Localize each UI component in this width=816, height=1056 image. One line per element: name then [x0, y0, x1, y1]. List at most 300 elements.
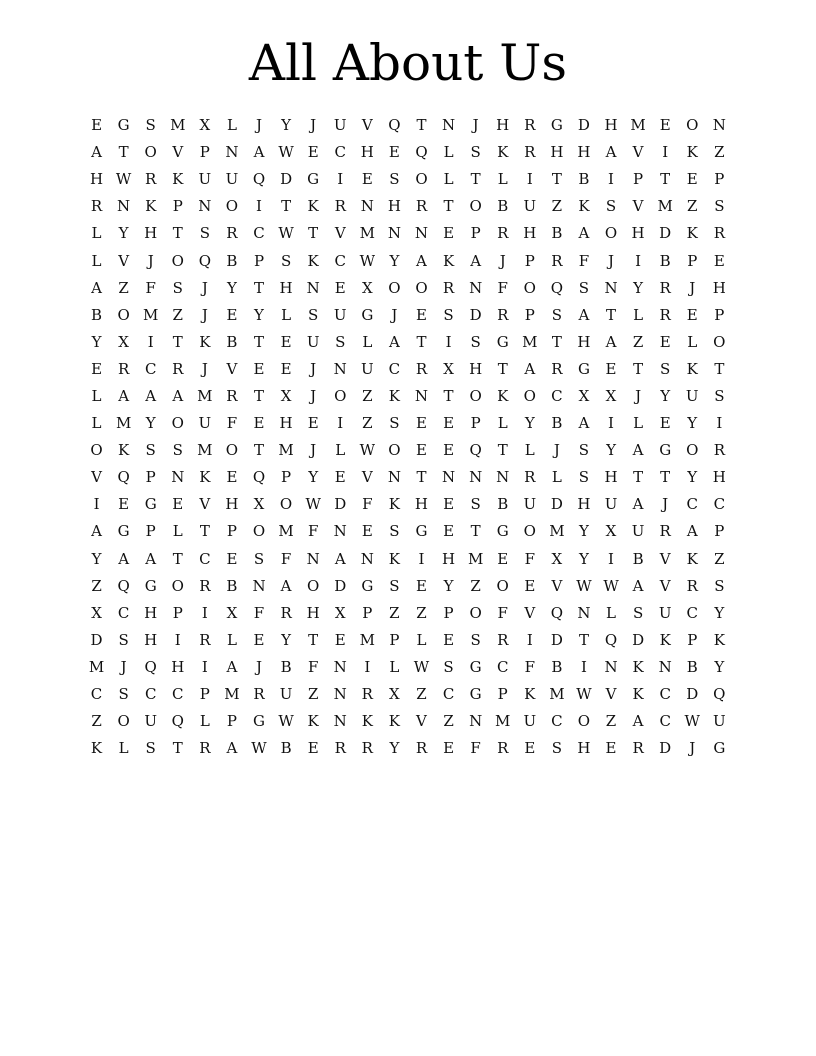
grid-letter: W: [359, 441, 376, 460]
grid-letter: Y: [714, 603, 725, 622]
grid-letter: D: [632, 630, 645, 649]
grid-letter: K: [307, 197, 319, 216]
grid-row: [83, 708, 733, 735]
grid-letter: G: [253, 712, 265, 731]
grid-letter: P: [226, 522, 237, 541]
grid-letter: V: [91, 468, 102, 487]
grid-letter: R: [145, 170, 157, 189]
grid-letter: S: [714, 197, 725, 216]
grid-letter: X: [551, 549, 563, 568]
grid-letter: G: [144, 495, 157, 514]
grid-letter: C: [686, 603, 698, 622]
grid-letter: F: [497, 278, 508, 297]
grid-letter: V: [334, 224, 346, 243]
grid-letter: L: [633, 305, 644, 324]
grid-letter: X: [118, 332, 129, 351]
grid-row: [83, 437, 733, 464]
grid-letter: Y: [226, 278, 237, 297]
grid-letter: O: [469, 197, 482, 216]
grid-letter: N: [360, 197, 374, 216]
grid-letter: O: [469, 603, 482, 622]
grid-letter: H: [144, 603, 158, 622]
grid-letter: A: [632, 441, 644, 460]
grid-letter: T: [281, 197, 292, 216]
grid-letter: U: [279, 685, 293, 704]
grid-letter: P: [443, 603, 454, 622]
grid-letter: V: [118, 251, 130, 270]
grid-letter: Q: [198, 251, 211, 270]
grid-letter: C: [199, 549, 211, 568]
grid-letter: G: [307, 170, 320, 189]
grid-letter: E: [334, 278, 346, 297]
grid-letter: M: [115, 414, 132, 433]
grid-letter: D: [90, 630, 103, 649]
grid-letter: N: [469, 278, 483, 297]
grid-letter: N: [117, 197, 131, 216]
grid-letter: E: [334, 468, 346, 487]
grid-letter: H: [89, 170, 104, 189]
grid-letter: R: [226, 386, 238, 405]
grid-letter: Q: [713, 685, 726, 704]
grid-letter: S: [551, 305, 562, 324]
grid-letter: N: [414, 386, 429, 405]
grid-letter: O: [225, 441, 239, 460]
grid-letter: A: [145, 549, 157, 568]
grid-letter: J: [553, 441, 560, 460]
grid-letter: T: [254, 278, 265, 297]
grid-letter: P: [226, 712, 237, 731]
grid-letter: M: [278, 441, 294, 460]
grid-letter: U: [523, 495, 537, 514]
grid-letter: K: [199, 468, 211, 487]
page-title: All About Us: [248, 34, 568, 92]
grid-letter: K: [686, 359, 698, 378]
grid-letter: J: [608, 251, 615, 270]
grid-letter: L: [389, 657, 400, 676]
word-search-grid: [83, 112, 733, 762]
grid-letter: Y: [281, 116, 292, 135]
grid-letter: R: [524, 468, 536, 487]
grid-letter: H: [577, 143, 591, 162]
grid-letter: V: [361, 116, 373, 135]
grid-letter: L: [118, 739, 129, 758]
grid-letter: A: [91, 522, 102, 541]
grid-letter: A: [470, 251, 482, 270]
grid-letter: D: [469, 305, 482, 324]
grid-letter: Z: [362, 386, 373, 405]
grid-letter: P: [145, 468, 156, 487]
grid-letter: Q: [144, 657, 157, 676]
grid-letter: I: [716, 414, 723, 433]
grid-letter: M: [170, 116, 186, 135]
grid-letter: H: [523, 224, 537, 243]
grid-letter: E: [307, 739, 319, 758]
grid-row: [83, 573, 733, 600]
grid-letter: R: [199, 630, 211, 649]
grid-letter: H: [279, 278, 293, 297]
grid-letter: C: [686, 495, 698, 514]
grid-letter: H: [171, 657, 185, 676]
grid-letter: M: [278, 522, 294, 541]
grid-letter: J: [120, 657, 127, 676]
grid-letter: T: [254, 386, 265, 405]
grid-letter: O: [307, 576, 320, 595]
grid-letter: W: [305, 495, 321, 514]
grid-letter: P: [497, 685, 508, 704]
grid-letter: E: [686, 305, 698, 324]
grid-letter: E: [605, 739, 617, 758]
grid-letter: M: [88, 657, 105, 676]
grid-letter: V: [659, 576, 671, 595]
grid-letter: B: [497, 495, 509, 514]
grid-letter: T: [416, 468, 427, 487]
grid-letter: M: [630, 116, 646, 135]
grid-letter: X: [443, 359, 454, 378]
grid-letter: R: [497, 739, 509, 758]
grid-letter: P: [172, 603, 183, 622]
grid-letter: E: [524, 576, 536, 595]
grid-letter: P: [145, 522, 156, 541]
grid-letter: K: [388, 712, 400, 731]
grid-letter: M: [143, 305, 159, 324]
grid-letter: M: [224, 685, 240, 704]
grid-letter: A: [605, 143, 617, 162]
grid-letter: S: [578, 278, 590, 297]
grid-letter: T: [172, 332, 183, 351]
grid-letter: S: [389, 576, 400, 595]
grid-letter: A: [91, 143, 102, 162]
grid-letter: F: [280, 549, 292, 568]
grid-letter: X: [280, 386, 292, 405]
grid-letter: I: [337, 170, 344, 189]
grid-letter: N: [198, 197, 212, 216]
grid-row: [83, 329, 733, 356]
grid-letter: W: [278, 224, 294, 243]
grid-letter: K: [686, 143, 698, 162]
grid-letter: B: [280, 739, 292, 758]
grid-letter: C: [144, 359, 157, 378]
grid-letter: S: [145, 739, 156, 758]
grid-letter: I: [526, 170, 533, 189]
grid-letter: T: [416, 116, 427, 135]
grid-letter: E: [659, 116, 671, 135]
grid-letter: E: [416, 414, 427, 433]
grid-letter: A: [280, 576, 292, 595]
grid-letter: L: [91, 224, 102, 243]
grid-letter: M: [549, 522, 565, 541]
grid-letter: Z: [362, 414, 373, 433]
grid-letter: W: [413, 657, 430, 676]
grid-letter: Q: [469, 441, 482, 460]
grid-letter: O: [713, 332, 726, 351]
grid-letter: E: [686, 170, 698, 189]
grid-letter: H: [577, 332, 591, 351]
grid-letter: U: [360, 359, 374, 378]
grid-letter: F: [362, 495, 373, 514]
grid-letter: N: [441, 116, 456, 135]
grid-letter: K: [307, 712, 319, 731]
grid-letter: P: [470, 224, 481, 243]
grid-letter: L: [524, 441, 535, 460]
grid-letter: T: [172, 739, 183, 758]
grid-letter: R: [713, 441, 725, 460]
grid-letter: H: [360, 143, 374, 162]
grid-letter: G: [659, 441, 672, 460]
grid-letter: A: [632, 576, 644, 595]
grid-letter: G: [496, 332, 509, 351]
grid-letter: X: [253, 495, 265, 514]
grid-letter: U: [685, 386, 699, 405]
grid-letter: T: [172, 549, 183, 568]
grid-letter: I: [201, 657, 208, 676]
grid-letter: Z: [714, 143, 725, 162]
grid-letter: P: [524, 305, 535, 324]
grid-letter: E: [524, 739, 536, 758]
grid-letter: Y: [443, 576, 454, 595]
grid-letter: L: [281, 305, 292, 324]
grid-letter: F: [253, 603, 265, 622]
grid-letter: A: [172, 386, 184, 405]
grid-letter: G: [117, 116, 130, 135]
grid-letter: E: [416, 441, 427, 460]
grid-letter: N: [441, 468, 456, 487]
grid-letter: Y: [254, 305, 264, 324]
grid-letter: U: [523, 712, 537, 731]
grid-letter: E: [416, 576, 427, 595]
grid-letter: S: [605, 197, 617, 216]
grid-letter: H: [414, 495, 429, 514]
grid-letter: Z: [91, 712, 102, 731]
grid-row: [83, 627, 733, 654]
grid-letter: C: [117, 603, 130, 622]
grid-letter: W: [359, 251, 376, 270]
grid-letter: L: [362, 332, 373, 351]
grid-letter: T: [497, 359, 508, 378]
grid-letter: P: [714, 522, 725, 541]
grid-letter: J: [310, 386, 317, 405]
grid-letter: T: [551, 170, 562, 189]
grid-letter: L: [443, 143, 454, 162]
grid-letter: E: [361, 170, 373, 189]
grid-letter: C: [388, 359, 401, 378]
grid-letter: K: [361, 712, 373, 731]
grid-letter: E: [172, 495, 184, 514]
grid-letter: R: [713, 224, 725, 243]
grid-letter: E: [280, 359, 292, 378]
grid-letter: O: [388, 278, 401, 297]
grid-letter: T: [470, 170, 481, 189]
grid-letter: Y: [118, 224, 129, 243]
grid-letter: O: [415, 170, 428, 189]
grid-letter: A: [226, 657, 238, 676]
grid-letter: O: [252, 522, 266, 541]
grid-letter: E: [361, 522, 373, 541]
grid-letter: U: [333, 305, 347, 324]
grid-letter: C: [144, 685, 157, 704]
grid-letter: Y: [145, 414, 156, 433]
grid-letter: E: [443, 224, 455, 243]
grid-letter: S: [335, 332, 346, 351]
grid-letter: L: [551, 468, 562, 487]
grid-letter: Q: [252, 170, 266, 189]
grid-letter: H: [225, 495, 239, 514]
grid-row: [83, 383, 733, 410]
grid-letter: Q: [388, 116, 401, 135]
grid-letter: I: [418, 549, 425, 568]
grid-letter: K: [442, 251, 455, 270]
grid-letter: M: [657, 197, 673, 216]
grid-letter: O: [523, 278, 536, 297]
grid-letter: S: [172, 278, 183, 297]
grid-letter: K: [118, 441, 130, 460]
grid-letter: E: [307, 143, 319, 162]
grid-letter: K: [388, 549, 400, 568]
grid-letter: X: [578, 386, 590, 405]
grid-letter: K: [307, 251, 319, 270]
grid-letter: R: [497, 630, 509, 649]
grid-letter: A: [416, 251, 427, 270]
grid-letter: A: [145, 386, 157, 405]
grid-letter: U: [658, 603, 672, 622]
grid-letter: N: [333, 685, 347, 704]
grid-letter: R: [334, 197, 346, 216]
grid-letter: W: [576, 576, 592, 595]
grid-letter: V: [632, 197, 644, 216]
grid-row: [83, 275, 733, 302]
grid-letter: X: [226, 603, 238, 622]
grid-letter: N: [469, 712, 483, 731]
grid-letter: M: [359, 630, 375, 649]
grid-letter: X: [605, 522, 617, 541]
grid-letter: H: [144, 224, 158, 243]
grid-letter: Z: [687, 197, 698, 216]
grid-letter: E: [659, 414, 671, 433]
grid-letter: D: [577, 116, 590, 135]
grid-letter: I: [201, 603, 208, 622]
grid-letter: V: [632, 143, 644, 162]
grid-letter: B: [226, 251, 238, 270]
grid-letter: R: [117, 359, 130, 378]
grid-letter: Z: [605, 712, 617, 731]
grid-letter: A: [605, 332, 617, 351]
grid-letter: J: [391, 305, 398, 324]
grid-letter: E: [307, 414, 319, 433]
grid-letter: J: [689, 278, 696, 297]
grid-letter: E: [253, 359, 265, 378]
grid-letter: B: [551, 224, 563, 243]
grid-letter: I: [147, 332, 154, 351]
grid-letter: O: [171, 414, 184, 433]
grid-row: [83, 139, 733, 166]
grid-letter: Y: [714, 657, 725, 676]
grid-letter: E: [443, 495, 455, 514]
grid-letter: U: [713, 712, 726, 731]
grid-letter: V: [605, 685, 617, 704]
grid-letter: D: [550, 495, 563, 514]
grid-letter: R: [659, 305, 671, 324]
grid-letter: K: [90, 739, 103, 758]
grid-letter: G: [713, 739, 726, 758]
grid-letter: E: [659, 332, 671, 351]
grid-letter: R: [90, 197, 103, 216]
grid-letter: H: [442, 549, 456, 568]
grid-letter: R: [442, 278, 455, 297]
grid-letter: N: [577, 603, 591, 622]
grid-letter: L: [226, 630, 237, 649]
grid-letter: K: [145, 197, 157, 216]
grid-letter: S: [308, 305, 319, 324]
grid-letter: R: [497, 224, 509, 243]
grid-letter: Z: [632, 332, 644, 351]
grid-letter: A: [632, 495, 644, 514]
grid-letter: T: [308, 224, 319, 243]
grid-letter: K: [172, 170, 184, 189]
grid-letter: I: [580, 657, 587, 676]
grid-letter: R: [253, 685, 265, 704]
grid-letter: Y: [524, 414, 535, 433]
grid-letter: J: [256, 657, 263, 676]
grid-letter: R: [280, 603, 292, 622]
grid-letter: R: [524, 116, 536, 135]
grid-letter: A: [632, 712, 644, 731]
grid-letter: B: [578, 170, 590, 189]
grid-letter: R: [199, 739, 211, 758]
grid-letter: I: [526, 630, 533, 649]
grid-letter: B: [280, 657, 292, 676]
grid-letter: K: [497, 143, 509, 162]
grid-letter: V: [659, 549, 671, 568]
grid-letter: R: [226, 224, 238, 243]
grid-letter: J: [662, 495, 669, 514]
grid-letter: N: [333, 712, 347, 731]
grid-letter: D: [686, 685, 699, 704]
grid-letter: H: [577, 495, 591, 514]
grid-letter: B: [551, 414, 563, 433]
grid-letter: I: [608, 414, 614, 433]
grid-letter: P: [714, 170, 725, 189]
grid-row: [83, 518, 733, 545]
grid-letter: P: [470, 414, 481, 433]
grid-row: [83, 681, 733, 708]
grid-letter: R: [659, 522, 671, 541]
grid-letter: R: [686, 576, 698, 595]
grid-letter: I: [337, 414, 344, 433]
grid-letter: P: [389, 630, 400, 649]
grid-letter: A: [226, 739, 238, 758]
grid-letter: T: [172, 224, 183, 243]
grid-letter: F: [524, 657, 535, 676]
grid-letter: X: [199, 116, 211, 135]
grid-letter: D: [659, 739, 672, 758]
grid-letter: R: [361, 739, 373, 758]
grid-letter: E: [443, 414, 455, 433]
grid-letter: T: [497, 441, 508, 460]
grid-letter: A: [334, 549, 346, 568]
grid-letter: A: [578, 305, 590, 324]
grid-row: [83, 302, 733, 329]
grid-letter: Y: [687, 414, 698, 433]
grid-letter: N: [225, 143, 239, 162]
grid-letter: G: [361, 576, 374, 595]
grid-letter: M: [522, 332, 538, 351]
grid-letter: S: [443, 305, 454, 324]
grid-letter: J: [201, 359, 208, 378]
grid-letter: Z: [91, 576, 102, 595]
grid-letter: J: [256, 116, 263, 135]
grid-letter: D: [334, 495, 347, 514]
grid-letter: H: [712, 278, 726, 297]
grid-letter: K: [686, 224, 698, 243]
